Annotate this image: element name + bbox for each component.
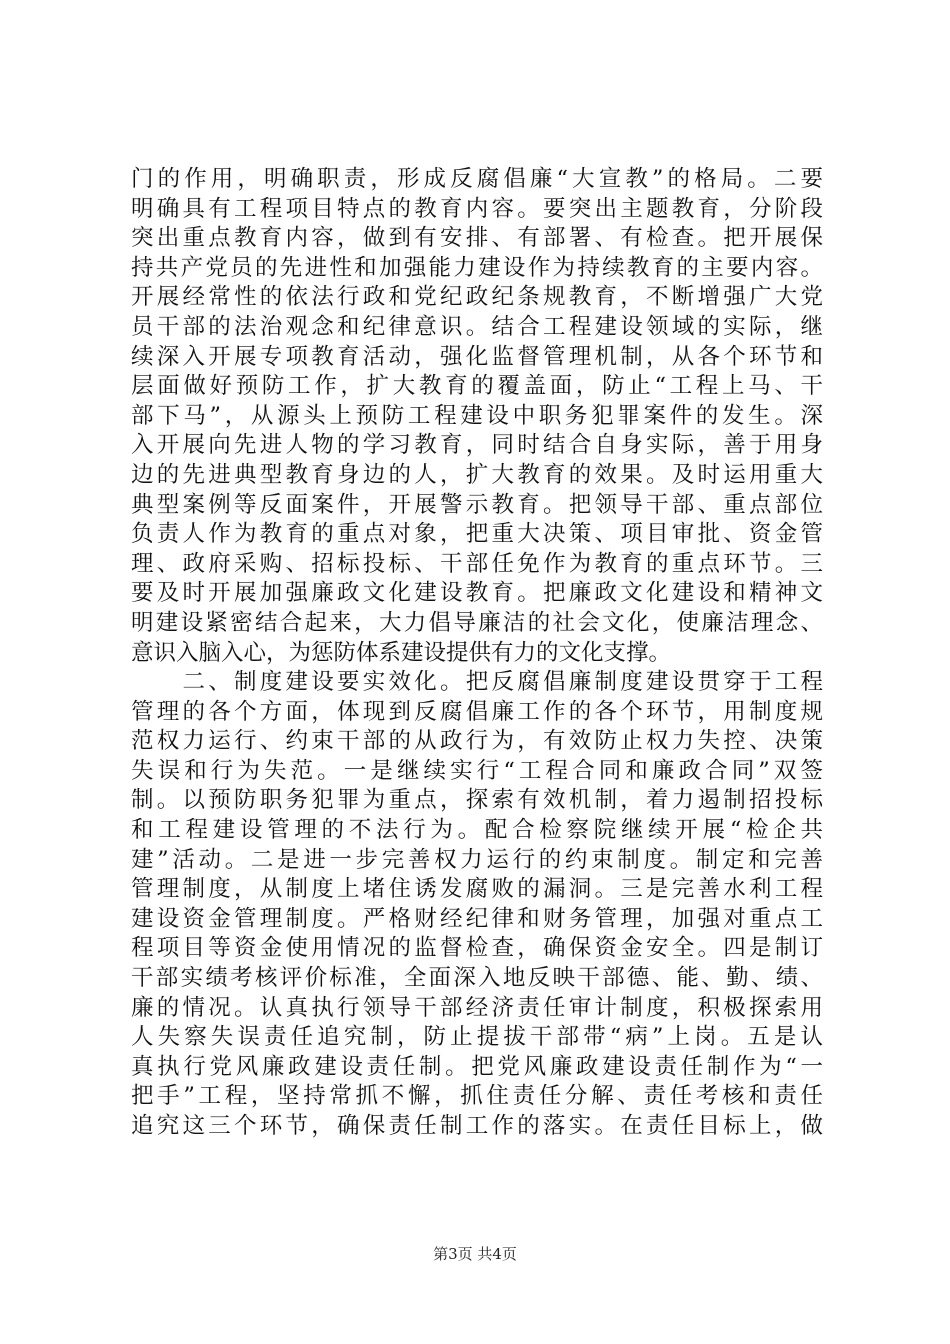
text-line: 续深入开展专项教育活动，强化监督管理机制，从各个环节和 (131, 343, 823, 370)
text-line: 管理的各个方面，体现到反腐倡廉工作的各个环节，用制度规 (131, 698, 823, 725)
text-line: 真执行党风廉政建设责任制。把党风廉政建设责任制作为“一 (131, 1053, 823, 1080)
text-line: 程项目等资金使用情况的监督检查，确保资金安全。四是制订 (131, 935, 823, 962)
text-line: 追究这三个环节，确保责任制工作的落实。在责任目标上，做 (131, 1113, 823, 1139)
text-line: 持共产党员的先进性和加强能力建设作为持续教育的主要内容。 (131, 254, 823, 281)
text-line: 突出重点教育内容，做到有安排、有部署、有检查。把开展保 (131, 225, 823, 252)
text-line: 廉的情况。认真执行领导干部经济责任审计制度，积极探索用 (131, 994, 823, 1021)
text-line: 开展经常性的依法行政和党纪政纪条规教育，不断增强广大党 (131, 284, 823, 311)
text-line: 范权力运行、约束干部的从政行为，有效防止权力失控、决策 (131, 728, 823, 755)
text-line: 失误和行为失范。一是继续实行“工程合同和廉政合同”双签 (131, 757, 823, 784)
text-line: 干部实绩考核评价标准，全面深入地反映干部德、能、勤、绩、 (131, 965, 823, 992)
text-line: 建设资金管理制度。严格财经纪律和财务管理，加强对重点工 (131, 905, 823, 932)
text-line: 入开展向先进人物的学习教育，同时结合自身实际，善于用身 (131, 432, 823, 459)
text-line: 制。以预防职务犯罪为重点，探索有效机制，着力遏制招投标 (131, 787, 823, 814)
text-line: 负责人作为教育的重点对象，把重大决策、项目审批、资金管 (131, 521, 823, 548)
page-number-footer: 第3页 共4页 (433, 1245, 517, 1263)
body-text (131, 165, 823, 1142)
text-line: 和工程建设管理的不法行为。配合检察院继续开展“检企共 (131, 817, 823, 844)
text-line: 明确具有工程项目特点的教育内容。要突出主题教育，分阶段 (131, 195, 823, 222)
text-line: 二、制度建设要实效化。把反腐倡廉制度建设贯穿于工程 (131, 669, 823, 696)
text-line: 层面做好预防工作，扩大教育的覆盖面，防止“工程上马、干 (131, 373, 823, 400)
text-line: 员干部的法治观念和纪律意识。结合工程建设领域的实际，继 (131, 313, 823, 340)
text-line: 门的作用，明确职责，形成反腐倡廉“大宣教”的格局。二要 (131, 166, 823, 192)
paragraph-end-line: 意识入脑入心，为惩防体系建设提供有力的文化支撑。 (131, 639, 672, 666)
text-line: 边的先进典型教育身边的人，扩大教育的效果。及时运用重大 (131, 461, 823, 488)
text-line: 人失察失误责任追究制，防止提拔干部带“病”上岗。五是认 (131, 1024, 823, 1051)
text-line: 典型案例等反面案件，开展警示教育。把领导干部、重点部位 (131, 491, 823, 518)
text-line: 建”活动。二是进一步完善权力运行的约束制度。制定和完善 (131, 846, 823, 873)
text-line: 管理制度，从制度上堵住诱发腐败的漏洞。三是完善水利工程 (131, 876, 823, 903)
text-line: 要及时开展加强廉政文化建设教育。把廉政文化建设和精神文 (131, 580, 823, 607)
text-line: 理、政府采购、招标投标、干部任免作为教育的重点环节。三 (131, 550, 823, 577)
text-line: 把手”工程，坚持常抓不懈，抓住责任分解、责任考核和责任 (131, 1083, 823, 1110)
text-line: 明建设紧密结合起来，大力倡导廉洁的社会文化，使廉洁理念、 (131, 609, 823, 636)
text-line: 部下马”，从源头上预防工程建设中职务犯罪案件的发生。深 (131, 402, 823, 429)
